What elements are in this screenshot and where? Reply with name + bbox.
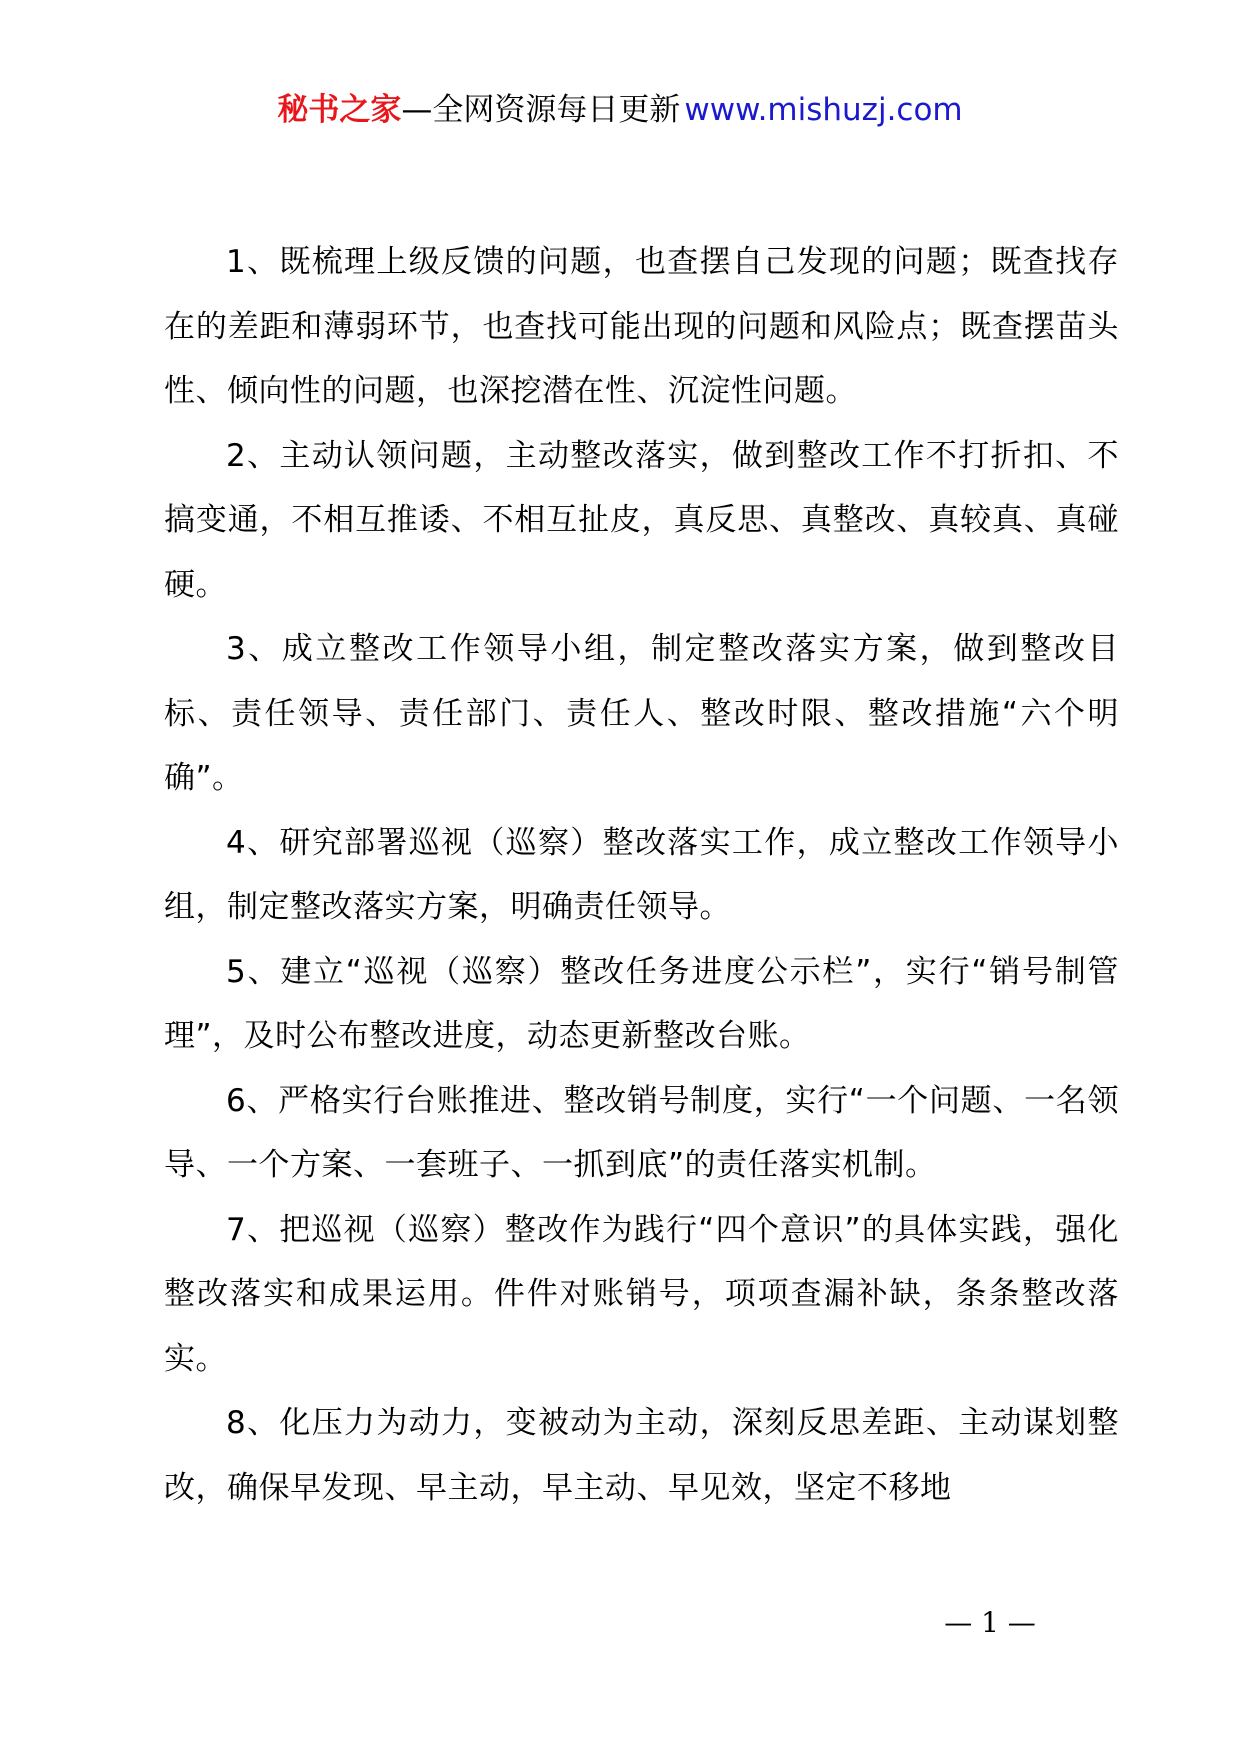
paragraph-7: 7、把巡视（巡察）整改作为践行“四个意识”的具体实践，强化整改落实和成果运用。件件对账销号，项项查漏补缺，条条整改落实。 <box>164 1211 1119 1377</box>
paragraph-4: 4、研究部署巡视（巡察）整改落实工作，成立整改工作领导小组，制定整改落实方案，明确责任领导。 <box>164 824 1119 925</box>
document-body <box>164 230 1119 1520</box>
paragraph-6: 6、严格实行台账推进、整改销号制度，实行“一个问题、一名领导、一个方案、一套班子、一抓到底”的责任落实机制。 <box>164 1082 1119 1183</box>
page-number: — 1 — <box>944 1606 1036 1639</box>
paragraph-8: 8、化压力为动力，变被动为主动，深刻反思差距、主动谋划整改，确保早发现、早主动，早主动、早见效，坚定不移地 <box>164 1405 1119 1506</box>
site-tagline: —全网资源每日更新 <box>401 92 681 128</box>
paragraph-2: 2、主动认领问题，主动整改落实，做到整改工作不打折扣、不搞变通，不相互推诿、不相互扯皮，真反思、真整改、真较真、真碰硬。 <box>164 437 1119 603</box>
site-brand: 秘书之家 <box>277 92 402 128</box>
site-url-link[interactable]: www.mishuzj.com <box>684 92 963 128</box>
site-header <box>0 88 1240 132</box>
paragraph-1: 1、既梳理上级反馈的问题，也查摆自己发现的问题；既查找存在的差距和薄弱环节，也查找可能出现的问题和风险点；既查摆苗头性、倾向性的问题，也深挖潜在性、沉淀性问题。 <box>164 244 1119 409</box>
paragraph-3: 3、成立整改工作领导小组，制定整改落实方案，做到整改目标、责任领导、责任部门、责任人、整改时限、整改措施“六个明确”。 <box>164 631 1119 796</box>
paragraph-5: 5、建立“巡视（巡察）整改任务进度公示栏”，实行“销号制管理”，及时公布整改进度，动态更新整改台账。 <box>164 953 1119 1054</box>
